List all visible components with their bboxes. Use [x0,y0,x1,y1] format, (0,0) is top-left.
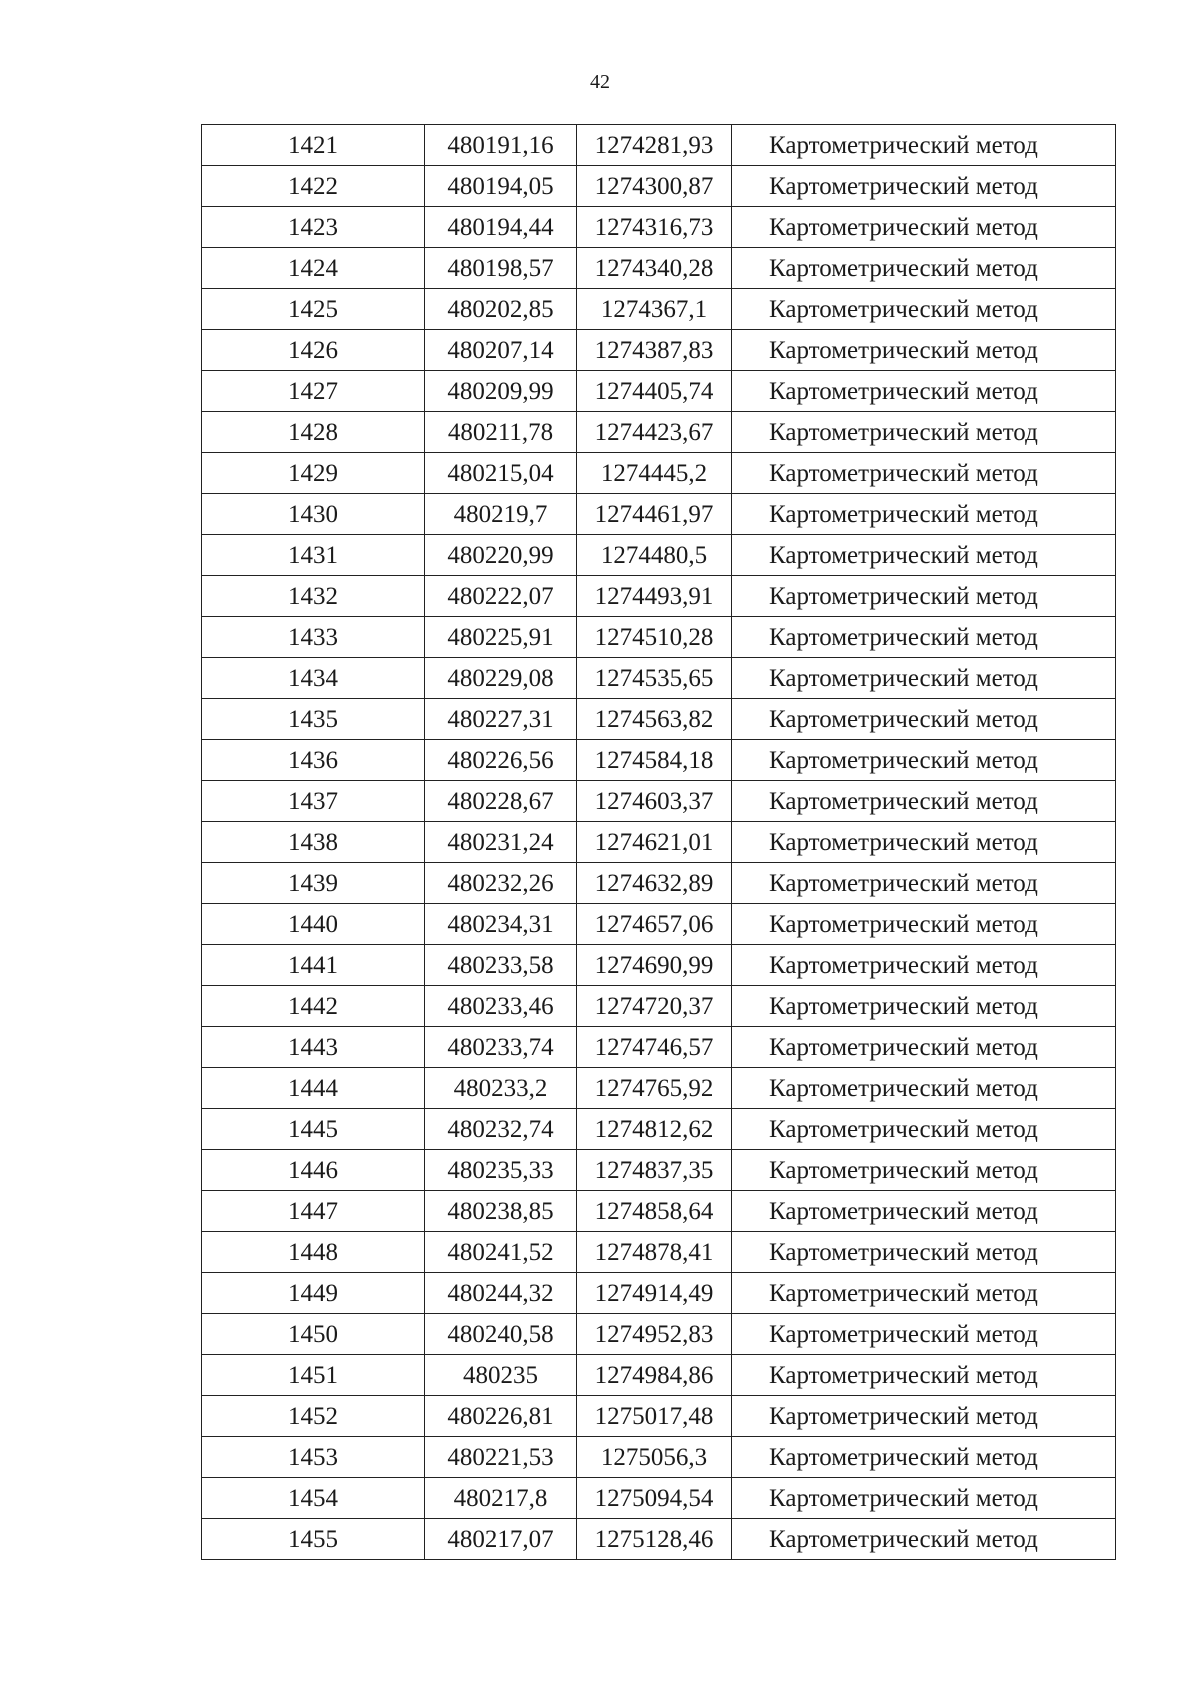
point-number-cell: 1445 [202,1109,425,1150]
method-cell: Картометрический метод [732,412,1116,453]
point-number-cell: 1437 [202,781,425,822]
table-row [202,494,1116,535]
method-cell: Картометрический метод [732,986,1116,1027]
method-cell: Картометрический метод [732,535,1116,576]
y-coordinate-cell: 1274300,87 [577,166,732,207]
point-number-cell: 1425 [202,289,425,330]
method-cell: Картометрический метод [732,1437,1116,1478]
y-coordinate-cell: 1274657,06 [577,904,732,945]
x-coordinate-cell: 480222,07 [425,576,577,617]
method-cell: Картометрический метод [732,1232,1116,1273]
point-number-cell: 1432 [202,576,425,617]
point-number-cell: 1428 [202,412,425,453]
x-coordinate-cell: 480227,31 [425,699,577,740]
method-cell: Картометрический метод [732,166,1116,207]
point-number-cell: 1424 [202,248,425,289]
x-coordinate-cell: 480217,07 [425,1519,577,1560]
method-cell: Картометрический метод [732,248,1116,289]
table-row [202,863,1116,904]
table-row [202,658,1116,699]
y-coordinate-cell: 1274632,89 [577,863,732,904]
table-row [202,1027,1116,1068]
table-row [202,617,1116,658]
x-coordinate-cell: 480198,57 [425,248,577,289]
point-number-cell: 1444 [202,1068,425,1109]
table-row [202,1273,1116,1314]
method-cell: Картометрический метод [732,1027,1116,1068]
y-coordinate-cell: 1274621,01 [577,822,732,863]
point-number-cell: 1429 [202,453,425,494]
x-coordinate-cell: 480219,7 [425,494,577,535]
y-coordinate-cell: 1274984,86 [577,1355,732,1396]
table-row [202,1519,1116,1560]
y-coordinate-cell: 1274461,97 [577,494,732,535]
point-number-cell: 1439 [202,863,425,904]
y-coordinate-cell: 1275017,48 [577,1396,732,1437]
x-coordinate-cell: 480233,46 [425,986,577,1027]
x-coordinate-cell: 480217,8 [425,1478,577,1519]
x-coordinate-cell: 480209,99 [425,371,577,412]
y-coordinate-cell: 1274690,99 [577,945,732,986]
y-coordinate-cell: 1274837,35 [577,1150,732,1191]
y-coordinate-cell: 1274405,74 [577,371,732,412]
table-row [202,1191,1116,1232]
y-coordinate-cell: 1274423,67 [577,412,732,453]
table-row [202,1068,1116,1109]
table-row [202,289,1116,330]
table-row [202,576,1116,617]
method-cell: Картометрический метод [732,1396,1116,1437]
y-coordinate-cell: 1274387,83 [577,330,732,371]
y-coordinate-cell: 1274914,49 [577,1273,732,1314]
x-coordinate-cell: 480220,99 [425,535,577,576]
method-cell: Картометрический метод [732,904,1116,945]
table-row [202,945,1116,986]
table-row [202,535,1116,576]
point-number-cell: 1421 [202,125,425,166]
x-coordinate-cell: 480229,08 [425,658,577,699]
table-row [202,453,1116,494]
y-coordinate-cell: 1274765,92 [577,1068,732,1109]
point-number-cell: 1435 [202,699,425,740]
table-row [202,412,1116,453]
page-number: 42 [590,71,610,93]
table-row [202,1150,1116,1191]
method-cell: Картометрический метод [732,781,1116,822]
method-cell: Картометрический метод [732,125,1116,166]
x-coordinate-cell: 480226,56 [425,740,577,781]
method-cell: Картометрический метод [732,1109,1116,1150]
method-cell: Картометрический метод [732,1191,1116,1232]
point-number-cell: 1438 [202,822,425,863]
method-cell: Картометрический метод [732,1068,1116,1109]
point-number-cell: 1455 [202,1519,425,1560]
x-coordinate-cell: 480234,31 [425,904,577,945]
y-coordinate-cell: 1274878,41 [577,1232,732,1273]
y-coordinate-cell: 1274812,62 [577,1109,732,1150]
x-coordinate-cell: 480194,44 [425,207,577,248]
method-cell: Картометрический метод [732,1273,1116,1314]
point-number-cell: 1441 [202,945,425,986]
x-coordinate-cell: 480191,16 [425,125,577,166]
y-coordinate-cell: 1274858,64 [577,1191,732,1232]
y-coordinate-cell: 1274952,83 [577,1314,732,1355]
x-coordinate-cell: 480233,58 [425,945,577,986]
method-cell: Картометрический метод [732,945,1116,986]
y-coordinate-cell: 1274535,65 [577,658,732,699]
table-row [202,1478,1116,1519]
method-cell: Картометрический метод [732,289,1116,330]
table-row [202,740,1116,781]
y-coordinate-cell: 1274493,91 [577,576,732,617]
y-coordinate-cell: 1275128,46 [577,1519,732,1560]
point-number-cell: 1447 [202,1191,425,1232]
point-number-cell: 1448 [202,1232,425,1273]
point-number-cell: 1442 [202,986,425,1027]
x-coordinate-cell: 480240,58 [425,1314,577,1355]
table-row [202,1355,1116,1396]
method-cell: Картометрический метод [732,740,1116,781]
y-coordinate-cell: 1274603,37 [577,781,732,822]
method-cell: Картометрический метод [732,699,1116,740]
table-row [202,330,1116,371]
y-coordinate-cell: 1274584,18 [577,740,732,781]
point-number-cell: 1422 [202,166,425,207]
y-coordinate-cell: 1274445,2 [577,453,732,494]
table-row [202,207,1116,248]
point-number-cell: 1450 [202,1314,425,1355]
table-row [202,1437,1116,1478]
x-coordinate-cell: 480235 [425,1355,577,1396]
x-coordinate-cell: 480228,67 [425,781,577,822]
y-coordinate-cell: 1274510,28 [577,617,732,658]
y-coordinate-cell: 1275094,54 [577,1478,732,1519]
point-number-cell: 1453 [202,1437,425,1478]
x-coordinate-cell: 480232,74 [425,1109,577,1150]
method-cell: Картометрический метод [732,207,1116,248]
table-row [202,371,1116,412]
point-number-cell: 1452 [202,1396,425,1437]
point-number-cell: 1423 [202,207,425,248]
x-coordinate-cell: 480238,85 [425,1191,577,1232]
y-coordinate-cell: 1274367,1 [577,289,732,330]
table-row [202,699,1116,740]
point-number-cell: 1451 [202,1355,425,1396]
x-coordinate-cell: 480231,24 [425,822,577,863]
x-coordinate-cell: 480215,04 [425,453,577,494]
coordinates-table-body [202,125,1116,1560]
y-coordinate-cell: 1275056,3 [577,1437,732,1478]
method-cell: Картометрический метод [732,1355,1116,1396]
y-coordinate-cell: 1274281,93 [577,125,732,166]
y-coordinate-cell: 1274316,73 [577,207,732,248]
point-number-cell: 1427 [202,371,425,412]
point-number-cell: 1426 [202,330,425,371]
table-row [202,1314,1116,1355]
method-cell: Картометрический метод [732,617,1116,658]
x-coordinate-cell: 480207,14 [425,330,577,371]
y-coordinate-cell: 1274340,28 [577,248,732,289]
point-number-cell: 1443 [202,1027,425,1068]
y-coordinate-cell: 1274480,5 [577,535,732,576]
x-coordinate-cell: 480221,53 [425,1437,577,1478]
method-cell: Картометрический метод [732,453,1116,494]
table-row [202,1396,1116,1437]
table-row [202,822,1116,863]
method-cell: Картометрический метод [732,1478,1116,1519]
method-cell: Картометрический метод [732,576,1116,617]
y-coordinate-cell: 1274720,37 [577,986,732,1027]
method-cell: Картометрический метод [732,494,1116,535]
point-number-cell: 1436 [202,740,425,781]
table-row [202,986,1116,1027]
table-row [202,904,1116,945]
x-coordinate-cell: 480226,81 [425,1396,577,1437]
point-number-cell: 1440 [202,904,425,945]
table-row [202,1109,1116,1150]
x-coordinate-cell: 480202,85 [425,289,577,330]
method-cell: Картометрический метод [732,863,1116,904]
x-coordinate-cell: 480233,2 [425,1068,577,1109]
point-number-cell: 1433 [202,617,425,658]
x-coordinate-cell: 480194,05 [425,166,577,207]
x-coordinate-cell: 480232,26 [425,863,577,904]
coordinates-table [201,124,1116,1560]
x-coordinate-cell: 480233,74 [425,1027,577,1068]
y-coordinate-cell: 1274746,57 [577,1027,732,1068]
point-number-cell: 1430 [202,494,425,535]
x-coordinate-cell: 480241,52 [425,1232,577,1273]
table-row [202,166,1116,207]
table-row [202,781,1116,822]
method-cell: Картометрический метод [732,658,1116,699]
x-coordinate-cell: 480244,32 [425,1273,577,1314]
method-cell: Картометрический метод [732,330,1116,371]
table-row [202,248,1116,289]
method-cell: Картометрический метод [732,371,1116,412]
table-row [202,1232,1116,1273]
method-cell: Картометрический метод [732,1150,1116,1191]
table-row [202,125,1116,166]
method-cell: Картометрический метод [732,1314,1116,1355]
point-number-cell: 1431 [202,535,425,576]
method-cell: Картометрический метод [732,1519,1116,1560]
point-number-cell: 1454 [202,1478,425,1519]
point-number-cell: 1449 [202,1273,425,1314]
x-coordinate-cell: 480235,33 [425,1150,577,1191]
point-number-cell: 1434 [202,658,425,699]
x-coordinate-cell: 480211,78 [425,412,577,453]
point-number-cell: 1446 [202,1150,425,1191]
y-coordinate-cell: 1274563,82 [577,699,732,740]
x-coordinate-cell: 480225,91 [425,617,577,658]
method-cell: Картометрический метод [732,822,1116,863]
